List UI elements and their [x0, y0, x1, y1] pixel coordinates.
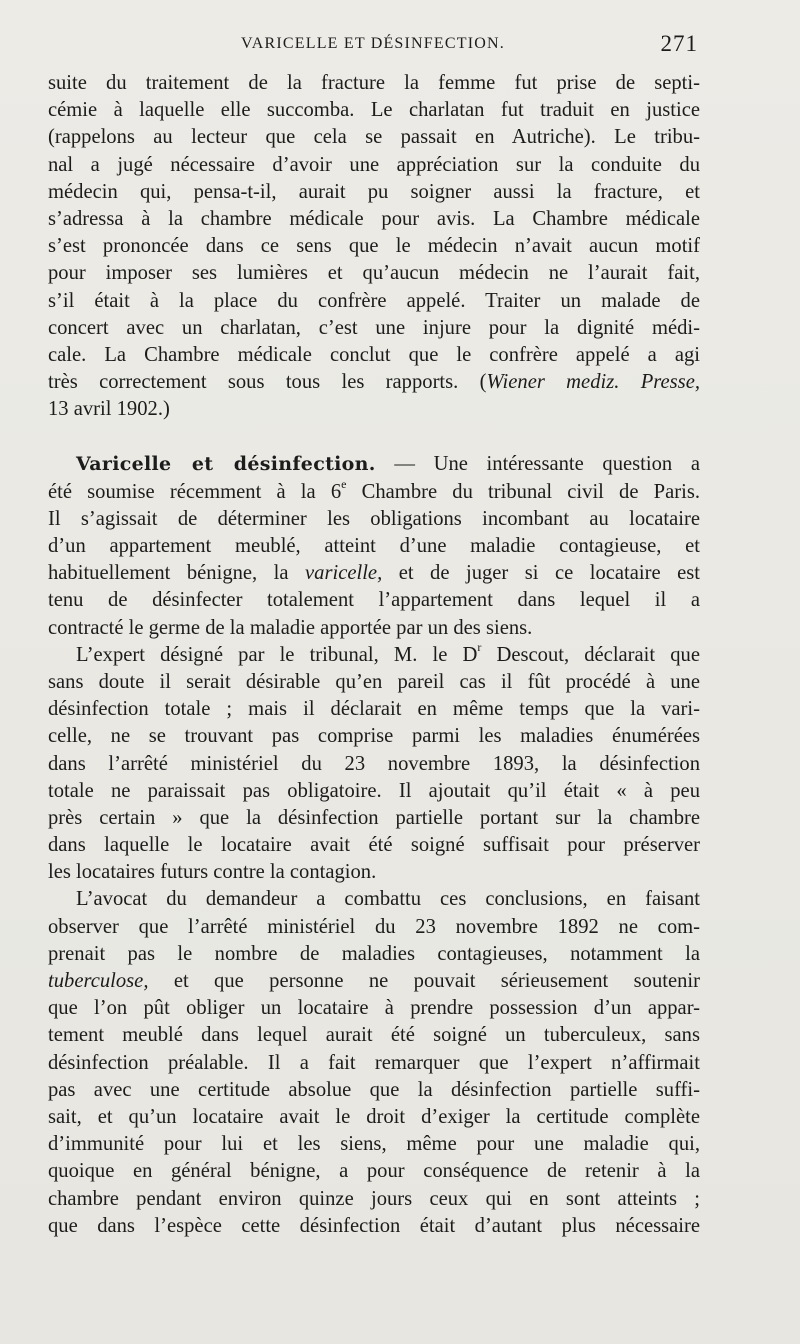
- page-number: 271: [660, 31, 698, 56]
- italic-term: tuberculose,: [48, 970, 149, 992]
- paragraph-4-line: d’immunité pour lui et les siens, même pour une maladie qui,: [48, 1133, 700, 1156]
- text-run: L’expert désigné par le tribunal, M. le D: [76, 643, 478, 666]
- paragraph-3-line: les locataires futurs contre la contagion.: [48, 861, 377, 884]
- paragraph-3-line: totale ne paraissait pas obligatoire. Il ajoutait qu’il était « à peu: [48, 779, 700, 802]
- section-line: tenu de désinfecter totalement l’appartement dans lequel il a: [48, 589, 700, 612]
- section-line: contracté le germe de la maladie apportée par un des siens.: [48, 616, 533, 639]
- paragraph-gap: [48, 423, 700, 451]
- paragraph-1-line: 13 avril 1902.): [48, 398, 170, 421]
- section-line: Il s’agissait de déterminer les obligations incombant au locataire: [48, 507, 700, 530]
- text-run: Descout, déclarait que: [481, 643, 700, 666]
- text-run: Chambre du tribunal civil de Paris.: [346, 480, 700, 503]
- paragraph-1-line: cémie à laquelle elle succomba. Le charlatan fut traduit en justice: [48, 99, 700, 122]
- paragraph-1-line: s’il était à la place du confrère appelé. Traiter un malade de: [48, 289, 700, 312]
- paragraph-4-line: que l’on pût obliger un locataire à prendre possession d’un appar-: [48, 997, 700, 1020]
- paragraph-4-line: [48, 968, 700, 995]
- text-run: très correctement sous tous les rapports. (: [48, 371, 487, 394]
- title-superscript: r: [477, 639, 482, 654]
- paragraph-4-line: sait, et qu’un locataire avait le droit d’exiger la certitude complète: [48, 1105, 700, 1128]
- paragraph-4-line: que dans l’espèce cette désinfection était d’autant plus nécessaire: [48, 1214, 700, 1237]
- paragraph-4-line: chambre pendant environ quinze jours ceux qui en sont atteints ;: [48, 1187, 700, 1210]
- paragraph-1-line: suite du traitement de la fracture la femme fut prise de septi-: [48, 72, 700, 94]
- paragraph-3-line: [48, 639, 700, 669]
- paragraph-4-line: désinfection préalable. Il a fait remarquer que l’expert n’affirmait: [48, 1051, 700, 1074]
- section-line: [48, 560, 700, 587]
- paragraph-1-line: s’adressa à la chambre médicale pour avis. La Chambre médicale: [48, 207, 700, 230]
- running-head: [48, 32, 698, 58]
- paragraph-4-line: tement meublé dans lequel aurait été soigné un tuberculeux, sans: [48, 1024, 700, 1047]
- text-run: habituellement bénigne, la: [48, 562, 306, 585]
- section-line: d’un appartement meublé, atteint d’une maladie contagieuse, et: [48, 535, 700, 557]
- paragraph-1-line: médecin qui, pensa-t-il, aurait pu soigner aussi la fracture, et: [48, 180, 700, 203]
- paragraph-4-line: L’avocat du demandeur a combattu ces conclusions, en faisant: [76, 888, 700, 911]
- text-run: été soumise récemment à la 6: [48, 480, 342, 503]
- paragraph-1-line: [48, 369, 700, 396]
- text-run: et que personne ne pouvait sérieusement soutenir: [148, 970, 700, 992]
- body-text: [48, 70, 700, 1240]
- paragraph-3-line: dans l’arrêté ministériel du 23 novembre 1893, la désinfection: [48, 752, 700, 775]
- paragraph-1-line: concert avec un charlatan, c’est une injure pour la dignité médi-: [48, 316, 700, 339]
- paragraph-4-line: pas avec une certitude absolue que la désinfection partielle suffi-: [48, 1078, 700, 1101]
- paragraph-3-line: près certain » que la désinfection partielle portant sur la chambre: [48, 806, 700, 829]
- citation-source: Wiener mediz. Presse,: [486, 371, 700, 394]
- running-title: VARICELLE ET DÉSINFECTION.: [241, 35, 505, 52]
- ordinal-superscript: e: [341, 476, 347, 491]
- italic-term: varicelle,: [305, 562, 383, 585]
- paragraph-4-line: prenait pas le nombre de maladies contagieuses, notamment la: [48, 942, 700, 965]
- paragraph-3-line: dans laquelle le locataire avait été soigné suffisait pour préserver: [48, 834, 700, 857]
- paragraph-1-line: nal a jugé nécessaire d’avoir une appréciation sur la conduite du: [48, 153, 700, 176]
- text-run: et de juger si ce locataire est: [382, 562, 700, 585]
- section-line: [48, 476, 700, 506]
- paragraph-3-line: désinfection totale ; mais il déclarait en même temps que la vari-: [48, 698, 700, 721]
- paragraph-1-line: s’est prononcée dans ce sens que le médecin n’avait aucun motif: [48, 235, 700, 258]
- paragraph-3-line: sans doute il serait désirable qu’en pareil cas il fût procédé à une: [48, 670, 700, 693]
- paragraph-3-line: celle, ne se trouvant pas comprise parmi les maladies énumérées: [48, 725, 700, 748]
- paragraph-1-line: (rappelons au lecteur que cela se passait en Autriche). Le tribu-: [48, 126, 700, 149]
- paragraph-1-line: cale. La Chambre médicale conclut que le confrère appelé a agi: [48, 343, 700, 366]
- section-heading-line: [48, 451, 700, 478]
- paragraph-1-line: pour imposer ses lumières et qu’aucun médecin ne l’aurait fait,: [48, 262, 700, 285]
- section-title: Varicelle et désinfection.: [76, 453, 376, 476]
- paragraph-4-line: quoique en général bénigne, a pour conséquence de retenir à la: [48, 1160, 700, 1183]
- text-run: — Une intéressante question a: [375, 453, 701, 476]
- paragraph-4-line: observer que l’arrêté ministériel du 23 novembre 1892 ne com-: [48, 915, 700, 938]
